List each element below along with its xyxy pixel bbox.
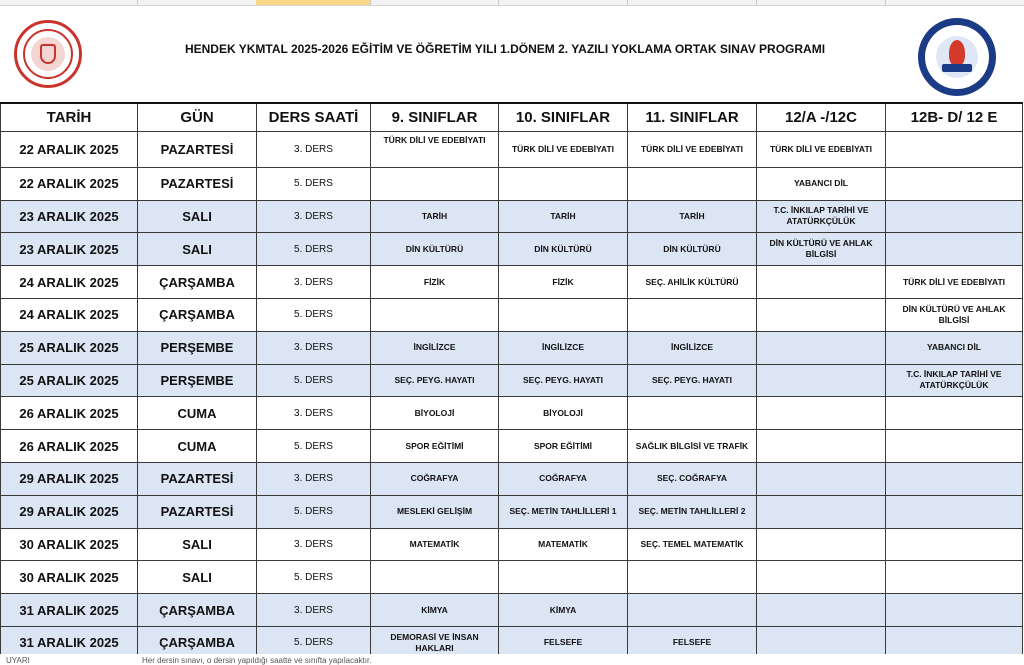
cell-hour[interactable]: 3. DERS <box>257 331 371 364</box>
cell-hour[interactable]: 5. DERS <box>257 167 371 200</box>
cell-grade-10[interactable] <box>499 298 628 331</box>
cell-day[interactable]: ÇARŞAMBA <box>138 266 257 299</box>
cell-date[interactable]: 30 ARALIK 2025 <box>1 528 138 561</box>
cell-day[interactable]: PAZARTESİ <box>138 167 257 200</box>
cell-grade-10[interactable]: BİYOLOJİ <box>499 397 628 430</box>
cell-date[interactable]: 22 ARALIK 2025 <box>1 167 138 200</box>
header-grade-11[interactable]: 11. SINIFLAR <box>628 103 757 132</box>
header-grade-12a[interactable]: 12/A -/12C <box>757 103 886 132</box>
cell-grade-9[interactable]: KİMYA <box>371 594 499 627</box>
cell-grade-12b[interactable] <box>886 397 1023 430</box>
cell-grade-10[interactable]: DİN KÜLTÜRÜ <box>499 233 628 266</box>
cell-day[interactable]: PAZARTESİ <box>138 462 257 495</box>
cell-hour[interactable]: 3. DERS <box>257 462 371 495</box>
table-header-row <box>1 103 1023 132</box>
cell-hour[interactable]: 3. DERS <box>257 200 371 233</box>
cell-grade-12b[interactable]: DİN KÜLTÜRÜ VE AHLAK BİLGİSİ <box>886 298 1023 331</box>
cell-hour[interactable]: 5. DERS <box>257 364 371 397</box>
cell-grade-12b[interactable] <box>886 528 1023 561</box>
cell-grade-12a[interactable] <box>757 561 886 594</box>
cell-grade-12a[interactable]: YABANCI DİL <box>757 167 886 200</box>
table-row <box>1 298 1023 331</box>
cell-grade-11[interactable]: İNGİLİZCE <box>628 331 757 364</box>
cell-grade-9[interactable]: İNGİLİZCE <box>371 331 499 364</box>
cell-grade-9[interactable]: BİYOLOJİ <box>371 397 499 430</box>
cell-grade-11[interactable]: FELSEFE <box>628 626 757 659</box>
ministry-logo-icon <box>14 20 82 88</box>
cell-grade-12b[interactable] <box>886 462 1023 495</box>
cell-grade-12a[interactable]: TÜRK DİLİ VE EDEBİYATI <box>757 132 886 168</box>
cell-date[interactable]: 25 ARALIK 2025 <box>1 331 138 364</box>
cell-hour[interactable]: 3. DERS <box>257 132 371 168</box>
cell-day[interactable]: ÇARŞAMBA <box>138 298 257 331</box>
exam-schedule-table <box>0 102 1023 660</box>
cell-grade-9[interactable]: SEÇ. PEYG. HAYATI <box>371 364 499 397</box>
cell-grade-9[interactable]: MATEMATİK <box>371 528 499 561</box>
school-logo-icon <box>918 18 996 96</box>
cell-grade-11[interactable]: SEÇ. PEYG. HAYATI <box>628 364 757 397</box>
table-row <box>1 364 1023 397</box>
footer-note-label: UYARI <box>6 656 30 665</box>
cell-day[interactable]: ÇARŞAMBA <box>138 626 257 659</box>
cell-grade-12a[interactable] <box>757 266 886 299</box>
cell-grade-11[interactable]: SAĞLIK BİLGİSİ VE TRAFİK <box>628 430 757 463</box>
cell-hour[interactable]: 3. DERS <box>257 397 371 430</box>
cell-grade-10[interactable]: SPOR EĞİTİMİ <box>499 430 628 463</box>
cell-grade-12b[interactable] <box>886 233 1023 266</box>
cell-day[interactable]: SALI <box>138 233 257 266</box>
cell-date[interactable]: 24 ARALIK 2025 <box>1 298 138 331</box>
column-gridline <box>756 0 757 5</box>
cell-hour[interactable]: 5. DERS <box>257 495 371 528</box>
cell-grade-9[interactable]: FİZİK <box>371 266 499 299</box>
cell-date[interactable]: 24 ARALIK 2025 <box>1 266 138 299</box>
header-hour[interactable]: DERS SAATİ <box>257 103 371 132</box>
cell-grade-12a[interactable] <box>757 495 886 528</box>
cell-hour[interactable]: 3. DERS <box>257 266 371 299</box>
cell-grade-9[interactable]: MESLEKİ GELİŞİM <box>371 495 499 528</box>
cell-hour[interactable]: 5. DERS <box>257 233 371 266</box>
cell-grade-10[interactable]: SEÇ. PEYG. HAYATI <box>499 364 628 397</box>
table-row <box>1 528 1023 561</box>
table-row <box>1 561 1023 594</box>
cell-grade-10[interactable] <box>499 561 628 594</box>
cell-date[interactable]: 26 ARALIK 2025 <box>1 397 138 430</box>
cell-grade-12a[interactable]: DİN KÜLTÜRÜ VE AHLAK BİLGİSİ <box>757 233 886 266</box>
cell-day[interactable]: PAZARTESİ <box>138 132 257 168</box>
cell-grade-11[interactable] <box>628 298 757 331</box>
cell-date[interactable]: 23 ARALIK 2025 <box>1 200 138 233</box>
cell-grade-12b[interactable] <box>886 132 1023 168</box>
column-gridline <box>137 0 138 5</box>
cell-grade-11[interactable]: SEÇ. COĞRAFYA <box>628 462 757 495</box>
cell-grade-12b[interactable] <box>886 200 1023 233</box>
footer-note-text: Her dersin sınavı, o dersin yapıldığı saatte ve sınıfta yapılacaktır. <box>142 656 372 665</box>
cell-grade-11[interactable] <box>628 561 757 594</box>
column-gridline <box>627 0 628 5</box>
cell-grade-9[interactable]: DİN KÜLTÜRÜ <box>371 233 499 266</box>
cell-hour[interactable]: 3. DERS <box>257 594 371 627</box>
cell-grade-11[interactable] <box>628 167 757 200</box>
table-row <box>1 167 1023 200</box>
cell-grade-11[interactable] <box>628 594 757 627</box>
cell-grade-12a[interactable] <box>757 397 886 430</box>
cell-grade-12b[interactable] <box>886 167 1023 200</box>
cell-date[interactable]: 30 ARALIK 2025 <box>1 561 138 594</box>
cell-grade-12a[interactable] <box>757 298 886 331</box>
cell-grade-9[interactable]: COĞRAFYA <box>371 462 499 495</box>
cell-grade-12a[interactable] <box>757 462 886 495</box>
table-row <box>1 266 1023 299</box>
cell-date[interactable]: 26 ARALIK 2025 <box>1 430 138 463</box>
cell-grade-12b[interactable]: T.C. İNKILAP TARİHİ VE ATATÜRKÇÜLÜK <box>886 364 1023 397</box>
cell-grade-10[interactable]: İNGİLİZCE <box>499 331 628 364</box>
table-row <box>1 233 1023 266</box>
cell-day[interactable]: SALI <box>138 200 257 233</box>
header-grade-10[interactable]: 10. SINIFLAR <box>499 103 628 132</box>
cell-grade-12b[interactable]: TÜRK DİLİ VE EDEBİYATI <box>886 266 1023 299</box>
cell-grade-9[interactable] <box>371 561 499 594</box>
table-row <box>1 430 1023 463</box>
cell-day[interactable]: PERŞEMBE <box>138 331 257 364</box>
cell-day[interactable]: ÇARŞAMBA <box>138 594 257 627</box>
cell-grade-12a[interactable] <box>757 331 886 364</box>
cell-grade-9[interactable]: SPOR EĞİTİMİ <box>371 430 499 463</box>
cell-grade-10[interactable]: COĞRAFYA <box>499 462 628 495</box>
column-gridline <box>498 0 499 5</box>
cell-grade-11[interactable]: TARİH <box>628 200 757 233</box>
cell-day[interactable]: CUMA <box>138 430 257 463</box>
cell-grade-9[interactable] <box>371 167 499 200</box>
cell-date[interactable]: 31 ARALIK 2025 <box>1 594 138 627</box>
cell-date[interactable]: 29 ARALIK 2025 <box>1 462 138 495</box>
header-day[interactable]: GÜN <box>138 103 257 132</box>
cell-grade-11[interactable]: SEÇ. METİN TAHLİLLERİ 2 <box>628 495 757 528</box>
cell-day[interactable]: PERŞEMBE <box>138 364 257 397</box>
header-date[interactable]: TARİH <box>1 103 138 132</box>
table-row <box>1 132 1023 168</box>
cell-grade-12a[interactable] <box>757 364 886 397</box>
cell-hour[interactable]: 3. DERS <box>257 528 371 561</box>
cell-grade-12a[interactable] <box>757 430 886 463</box>
cell-day[interactable]: SALI <box>138 561 257 594</box>
document-header <box>0 6 1024 101</box>
table-row <box>1 462 1023 495</box>
table-row <box>1 331 1023 364</box>
column-gridline <box>370 0 371 5</box>
cell-grade-12b[interactable] <box>886 561 1023 594</box>
cell-grade-9[interactable]: TARİH <box>371 200 499 233</box>
cell-grade-10[interactable]: FELSEFE <box>499 626 628 659</box>
header-grade-12b[interactable]: 12B- D/ 12 E <box>886 103 1023 132</box>
table-row <box>1 495 1023 528</box>
cell-grade-12b[interactable] <box>886 430 1023 463</box>
cell-hour[interactable]: 5. DERS <box>257 626 371 659</box>
cell-grade-12a[interactable] <box>757 594 886 627</box>
cell-date[interactable]: 25 ARALIK 2025 <box>1 364 138 397</box>
cell-grade-9[interactable] <box>371 298 499 331</box>
cell-day[interactable]: PAZARTESİ <box>138 495 257 528</box>
cell-grade-11[interactable] <box>628 397 757 430</box>
header-grade-9[interactable]: 9. SINIFLAR <box>371 103 499 132</box>
cell-day[interactable]: CUMA <box>138 397 257 430</box>
cell-grade-10[interactable]: MATEMATİK <box>499 528 628 561</box>
cell-grade-12b[interactable] <box>886 594 1023 627</box>
cell-date[interactable]: 31 ARALIK 2025 <box>1 626 138 659</box>
cell-grade-10[interactable]: TARİH <box>499 200 628 233</box>
cell-grade-11[interactable]: TÜRK DİLİ VE EDEBİYATI <box>628 132 757 168</box>
cell-grade-10[interactable]: TÜRK DİLİ VE EDEBİYATI <box>499 132 628 168</box>
cell-hour[interactable]: 5. DERS <box>257 298 371 331</box>
cell-grade-10[interactable] <box>499 167 628 200</box>
cell-grade-12a[interactable] <box>757 528 886 561</box>
cell-grade-12b[interactable]: YABANCI DİL <box>886 331 1023 364</box>
footer-note <box>0 654 1024 663</box>
table-row <box>1 594 1023 627</box>
cell-date[interactable]: 23 ARALIK 2025 <box>1 233 138 266</box>
table-row <box>1 200 1023 233</box>
cell-grade-12a[interactable]: T.C. İNKILAP TARİHİ VE ATATÜRKÇÜLÜK <box>757 200 886 233</box>
table-row <box>1 397 1023 430</box>
cell-hour[interactable]: 5. DERS <box>257 561 371 594</box>
cell-grade-11[interactable]: DİN KÜLTÜRÜ <box>628 233 757 266</box>
cell-grade-9[interactable]: TÜRK DİLİ VE EDEBİYATI <box>371 132 499 168</box>
cell-grade-11[interactable]: SEÇ. TEMEL MATEMATİK <box>628 528 757 561</box>
cell-date[interactable]: 22 ARALIK 2025 <box>1 132 138 168</box>
cell-grade-10[interactable]: SEÇ. METİN TAHLİLLERİ 1 <box>499 495 628 528</box>
cell-hour[interactable]: 5. DERS <box>257 430 371 463</box>
cell-date[interactable]: 29 ARALIK 2025 <box>1 495 138 528</box>
page-title: HENDEK YKMTAL 2025-2026 EĞİTİM VE ÖĞRETİM YILI 1.DÖNEM 2. YAZILI YOKLAMA ORTAK SINAV PROGRAMI <box>184 42 826 56</box>
cell-grade-12b[interactable] <box>886 495 1023 528</box>
selected-column-indicator[interactable] <box>256 0 370 5</box>
cell-grade-10[interactable]: KİMYA <box>499 594 628 627</box>
cell-day[interactable]: SALI <box>138 528 257 561</box>
cell-grade-9[interactable]: DEMORASİ VE İNSAN HAKLARI <box>371 626 499 659</box>
cell-grade-11[interactable]: SEÇ. AHİLİK KÜLTÜRÜ <box>628 266 757 299</box>
column-gridline <box>885 0 886 5</box>
cell-grade-10[interactable]: FİZİK <box>499 266 628 299</box>
